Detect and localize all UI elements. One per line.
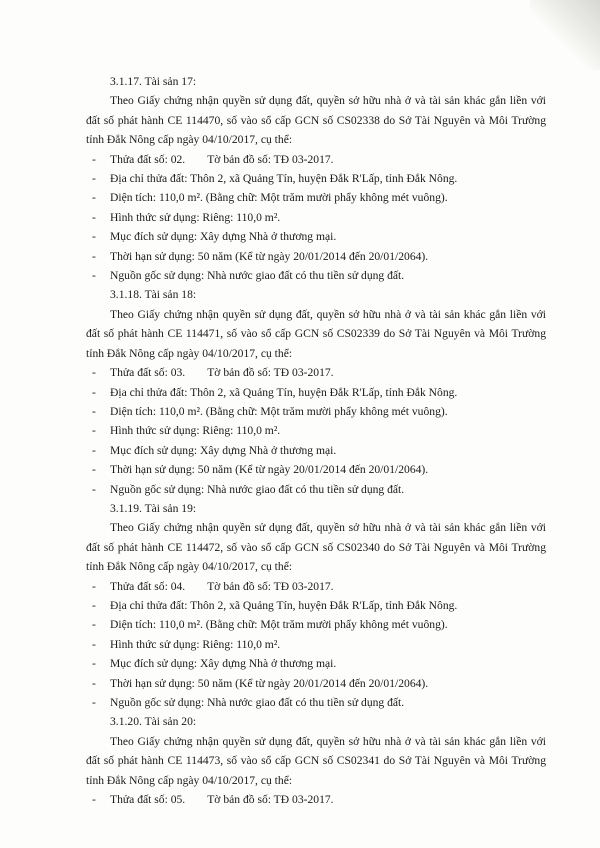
detail-item: - Thời hạn sử dụng: 50 năm (Kể từ ngày 20/01/2014 đến 20/01/2064).	[86, 674, 546, 693]
asset-section	[86, 72, 546, 285]
parcel-line	[86, 577, 546, 596]
parcel-number: Thửa đất số: 05.	[110, 793, 186, 807]
detail-item: - Địa chỉ thửa đất: Thôn 2, xã Quảng Tín, huyện Đắk R'Lấp, tỉnh Đắk Nông.	[86, 596, 546, 615]
document-page	[86, 72, 546, 809]
detail-item: - Hình thức sử dụng: Riêng: 110,0 m².	[86, 421, 546, 440]
asset-heading: 3.1.19. Tài sản 19:	[110, 501, 197, 515]
detail-item: - Diện tích: 110,0 m². (Bằng chữ: Một trăm mười phẩy không mét vuông).	[86, 402, 546, 421]
map-sheet: Tờ bản đồ số: TĐ 03-2017.	[207, 366, 334, 380]
asset-details	[86, 790, 546, 809]
parcel-number: Thửa đất số: 04.	[110, 579, 186, 593]
asset-intro: Theo Giấy chứng nhận quyền sử dụng đất, quyền sở hữu nhà ở và tài sản khác gắn liền với đất số phát hành CE 114473, số vào sổ cấp GCN số CS02341 do Sở Tài Nguyên và Môi Trường tỉnh Đắk Nông cấp ngày 04/10/2017, cụ thể:	[86, 734, 546, 787]
parcel-line	[86, 150, 546, 169]
detail-item: - Địa chỉ thửa đất: Thôn 2, xã Quảng Tín, huyện Đắk R'Lấp, tỉnh Đắk Nông.	[86, 169, 546, 188]
parcel-line	[86, 790, 546, 809]
scan-corner-shadow	[530, 0, 600, 70]
detail-item: - Nguồn gốc sử dụng: Nhà nước giao đất có thu tiền sử dụng đất.	[86, 480, 546, 499]
parcel-number: Thửa đất số: 02.	[110, 152, 186, 166]
detail-item: - Nguồn gốc sử dụng: Nhà nước giao đất có thu tiền sử dụng đất.	[86, 693, 546, 712]
parcel-line	[86, 363, 546, 382]
detail-item: - Hình thức sử dụng: Riêng: 110,0 m².	[86, 635, 546, 654]
detail-item: - Nguồn gốc sử dụng: Nhà nước giao đất có thu tiền sử dụng đất.	[86, 266, 546, 285]
detail-item: - Thời hạn sử dụng: 50 năm (Kể từ ngày 20/01/2014 đến 20/01/2064).	[86, 247, 546, 266]
detail-item: - Địa chỉ thửa đất: Thôn 2, xã Quảng Tín, huyện Đắk R'Lấp, tỉnh Đắk Nông.	[86, 383, 546, 402]
asset-details	[86, 363, 546, 499]
detail-item: - Mục đích sử dụng: Xây dựng Nhà ở thương mại.	[86, 441, 546, 460]
asset-heading: 3.1.18. Tài sản 18:	[110, 288, 197, 302]
map-sheet: Tờ bản đồ số: TĐ 03-2017.	[207, 793, 334, 807]
asset-heading: 3.1.20. Tài sản 20:	[110, 715, 197, 729]
asset-section	[86, 285, 546, 498]
detail-item: - Hình thức sử dụng: Riêng: 110,0 m².	[86, 208, 546, 227]
asset-details	[86, 577, 546, 713]
asset-details	[86, 150, 546, 286]
map-sheet: Tờ bản đồ số: TĐ 03-2017.	[207, 579, 334, 593]
map-sheet: Tờ bản đồ số: TĐ 03-2017.	[207, 152, 334, 166]
detail-item: - Mục đích sử dụng: Xây dựng Nhà ở thương mại.	[86, 654, 546, 673]
asset-section	[86, 712, 546, 809]
asset-intro: Theo Giấy chứng nhận quyền sử dụng đất, quyền sở hữu nhà ở và tài sản khác gắn liền với đất số phát hành CE 114471, số vào sổ cấp GCN số CS02339 do Sở Tài Nguyên và Môi Trường tỉnh Đắk Nông cấp ngày 04/10/2017, cụ thể:	[86, 307, 546, 360]
asset-heading: 3.1.17. Tài sản 17:	[110, 75, 197, 88]
asset-section	[86, 499, 546, 712]
asset-intro: Theo Giấy chứng nhận quyền sử dụng đất, quyền sở hữu nhà ở và tài sản khác gắn liền với đất số phát hành CE 114472, số vào sổ cấp GCN số CS02340 do Sở Tài Nguyên và Môi Trường tỉnh Đắk Nông cấp ngày 04/10/2017, cụ thể:	[86, 521, 546, 574]
asset-intro: Theo Giấy chứng nhận quyền sử dụng đất, quyền sở hữu nhà ở và tài sản khác gắn liền với đất số phát hành CE 114470, số vào sổ cấp GCN số CS02338 do Sở Tài Nguyên và Môi Trường tỉnh Đắk Nông cấp ngày 04/10/2017, cụ thể:	[86, 94, 546, 147]
detail-item: - Diện tích: 110,0 m². (Bằng chữ: Một trăm mười phẩy không mét vuông).	[86, 188, 546, 207]
detail-item: - Thời hạn sử dụng: 50 năm (Kể từ ngày 20/01/2014 đến 20/01/2064).	[86, 460, 546, 479]
detail-item: - Diện tích: 110,0 m². (Bằng chữ: Một trăm mười phẩy không mét vuông).	[86, 615, 546, 634]
parcel-number: Thửa đất số: 03.	[110, 366, 186, 380]
detail-item: - Mục đích sử dụng: Xây dựng Nhà ở thương mại.	[86, 227, 546, 246]
